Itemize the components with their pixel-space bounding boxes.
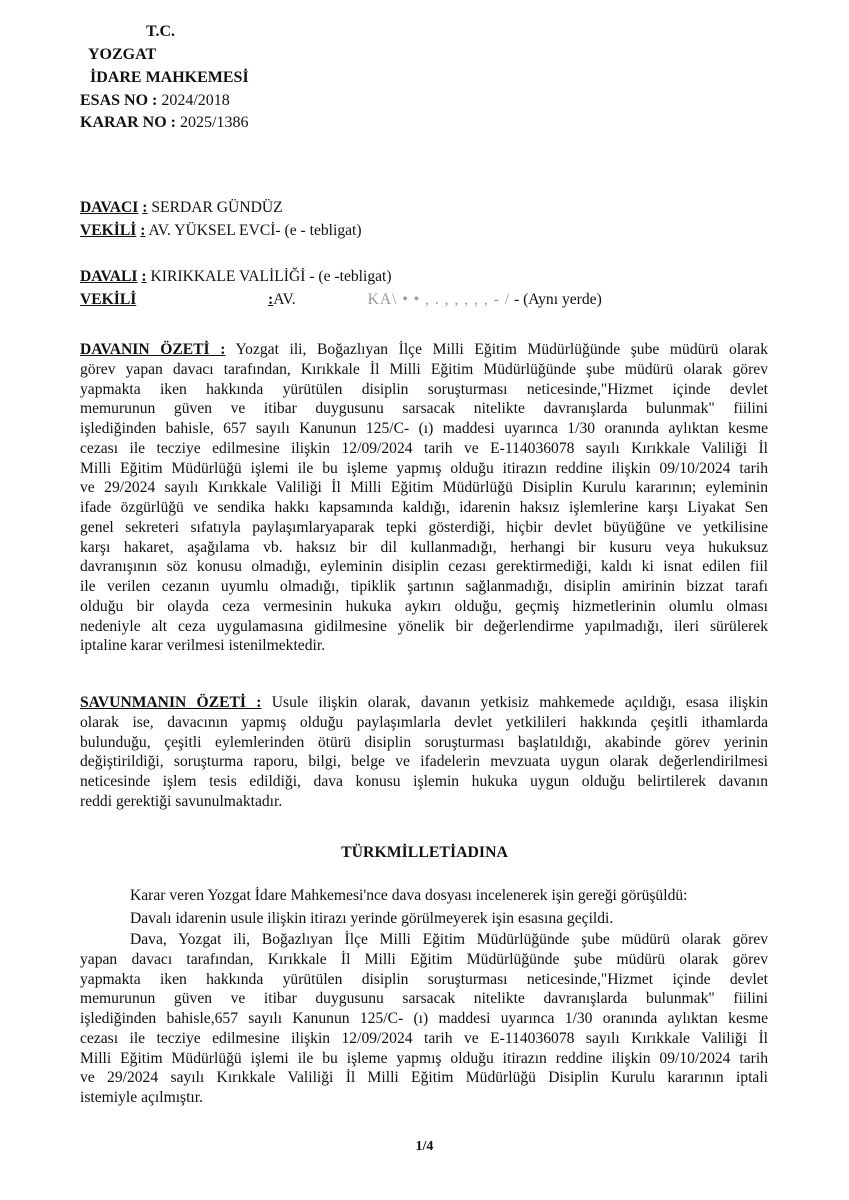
colon: : [209,341,226,358]
paragraph-line: neticesinde işlem tesis edildiği, dava konusu işlemin hukuka uygun olduğu belirtilerek davanın [80,773,768,790]
esas-no [80,90,230,113]
paragraph-line [80,340,768,360]
decision-paragraph-1: Karar veren Yozgat İdare Mahkemesi'nce dava dosyası incelenerek işin gereği görüşüldü: [130,887,688,904]
colon: : [142,199,148,216]
line-text: Yozgat ili, Boğazlıyan İlçe Milli Eğitim Müdürlüğünde şube müdürü olarak [235,341,768,358]
karar-label: KARAR NO : [80,114,176,131]
paragraph-line: istemiyle açılmıştır. [80,1089,203,1106]
davaci-vekil-value: AV. YÜKSEL EVCİ- (e - tebligat) [148,222,362,239]
davali-vekil-line [80,291,602,309]
davaci-value: SERDAR GÜNDÜZ [151,199,283,216]
paragraph-line: Milli Eğitim Müdürlüğü işlemi ile bu işleme yapmış olduğu itirazın reddine ilişkin 09/10/2024 tarih [80,1049,768,1067]
davali-value: KIRIKKALE VALİLİĞİ - (e -tebligat) [150,268,392,285]
davaci-vekil-line [80,222,362,240]
line-text: Usule ilişkin olarak, davanın yetkisiz mahkemede açıldığı, esasa ilişkin [271,694,769,711]
paragraph-line: görev yapan davacı tarafından, Kırıkkale İl Milli Eğitim Müdürlüğünde şube müdürü olarak görev [80,360,768,378]
karar-no [80,112,248,135]
savunmanin-ozeti-section [80,693,768,812]
davaci-label: DAVACI [80,199,139,216]
paragraph-line: yapmakta iken hakkında yürütülen disiplin soruşturması neticesinde,"Hizmet içinde devlet [80,380,768,398]
section-label: SAVUNMANIN ÖZETİ [80,694,246,711]
paragraph-line: ile verilen cezanın uyumlu olmadığı, tipiklik şartının sağlanmadığı, disiplin amirinin bizzat tarafı [80,578,768,595]
paragraph-line: iptaline karar verilmesi istenilmektedir. [80,637,326,655]
paragraph-line: değiştirildiği, soruşturma raporu, bilgi, belge ve ifadelerin mevzuata uygun olarak değerlendirilmesi [80,753,768,771]
section-label: DAVANIN ÖZETİ [80,341,210,358]
paragraph-line: işlediğinden bahisle, 657 sayılı Kanunun 125/C- (ı) maddesi uyarınca 1/30 oranında aylıktan kesme [80,420,768,437]
vekil-label: VEKİLİ [80,291,137,308]
colon: : [268,291,274,308]
davanin-ozeti-section [80,340,768,656]
karar-value: 2025/1386 [180,114,249,131]
paragraph-line: ve 29/2024 sayılı Kırıkkale Valiliği İl Milli Eğitim Müdürlüğü Disiplin Kurulu kararının; eyleminin [80,479,768,497]
paragraph-line: karşı hakaret, aşağılama vb. haksız bir dil kullanmadığı, herhangi bir kusuru veya hukuksuz [80,538,768,556]
paragraph-line: reddi gerektiği savunulmaktadır. [80,792,283,810]
paragraph-line: nedeniyle alt ceza uygulamasına gidilmesine yönelik bir değerlendirme yapılmadığı, ileri sürülerek [80,617,768,635]
davali-vekil-prefix: AV. [273,291,296,308]
davali-vekil-suffix: - (Aynı yerde) [514,291,602,308]
paragraph-line: olarak ise, davacının yapmış olduğu paylaşımlarla devlet yetkilileri hakkında çeşitli ithamlarda [80,713,768,731]
paragraph-line: olduğu bir olayda ceza vermesinin hukuka aykırı olduğu, geçmiş hizmetlerinin olumlu olması [80,597,768,615]
vekil-label: VEKİLİ [80,222,137,239]
esas-label: ESAS NO : [80,92,158,109]
paragraph-line: işlediğinden bahisle,657 sayılı Kanunun 125/C- (ı) maddesi uyarınca 1/30 oranında aylıktan kesme [80,1010,768,1027]
tc-label: T.C. [146,23,176,40]
page-number: 1/4 [415,1139,434,1154]
paragraph-line: ve 29/2024 sayılı Kırıkkale Valiliği İl Milli Eğitim Müdürlüğü Disiplin Kurulu kararının iptali [80,1069,768,1087]
decision-paragraph-2: Davalı idarenin usule ilişkin itirazı yerinde görülmeyerek işin esasına geçildi. [130,910,614,927]
paragraph-line: cezası ile tecziye edilmesine ilişkin 12/09/2024 tarih ve E-114036078 sayılı Kırıkkale Valiliği İl [80,439,768,457]
paragraph-line: davranışının söz konusu olmadığı, eyleminin disiplin cezası gerektirmediği, kaldı ki isnat edilen fiil [80,558,768,576]
paragraph-line: genel sekreteri sıfatıyla paylaşımlaryaparak tepki gösterdiği, hiçbir devlet büyüğüne ve yetkilisine [80,518,768,536]
paragraph-line: ifade özgürlüğü ve sendika hakkı kapsamında kaldığı, idarenin haksız işlemlerine karşı Liyakat Sen [80,499,768,516]
paragraph-line: memurunun güven ve itibar duygusunu sarsacak nitelikte davranışlarda bulunmak" fiilini [80,400,768,418]
city: YOZGAT [88,46,157,63]
paragraph-line [80,693,768,713]
davali-line [80,268,392,286]
paragraph-line: yapmakta iken hakkında yürütülen disiplin soruşturması neticesinde,"Hizmet içinde devlet [80,970,768,988]
court-name: İDARE MAHKEMESİ [90,69,249,86]
decision-title: TÜRKMİLLETİADINA [341,844,508,861]
davali-label: DAVALI [80,268,138,285]
redacted-name: KA\ • • , . , , , , , - / [367,291,511,308]
esas-value: 2024/2018 [161,92,230,109]
paragraph-line: Milli Eğitim Müdürlüğü işlemi ile bu işleme yapmış olduğu itirazın reddine ilişkin 09/10/2024 tarih [80,459,768,477]
colon: : [245,694,262,711]
davaci-line [80,199,283,217]
paragraph-line: Dava, Yozgat ili, Boğazlıyan İlçe Milli Eğitim Müdürlüğünde şube müdürü olarak görev [130,931,768,948]
colon: : [141,268,147,285]
decision-section [80,884,768,1108]
paragraph-line: cezası ile tecziye edilmesine ilişkin 12/09/2024 tarih ve E-114036078 sayılı Kırıkkale Valiliği İl [80,1029,768,1047]
paragraph-line: bulunduğu, çeşitli eylemlerinden ötürü disiplin soruşturması başlatıldığı, akabinde görev yerinin [80,733,768,751]
paragraph-line: memurunun güven ve itibar duygusunu sarsacak nitelikte davranışlarda bulunmak" fiilini [80,990,768,1008]
paragraph-line: yapan davacı tarafından, Kırıkkale İl Milli Eğitim Müdürlüğünde şube müdürü olarak görev [80,950,768,968]
colon: : [140,222,146,239]
